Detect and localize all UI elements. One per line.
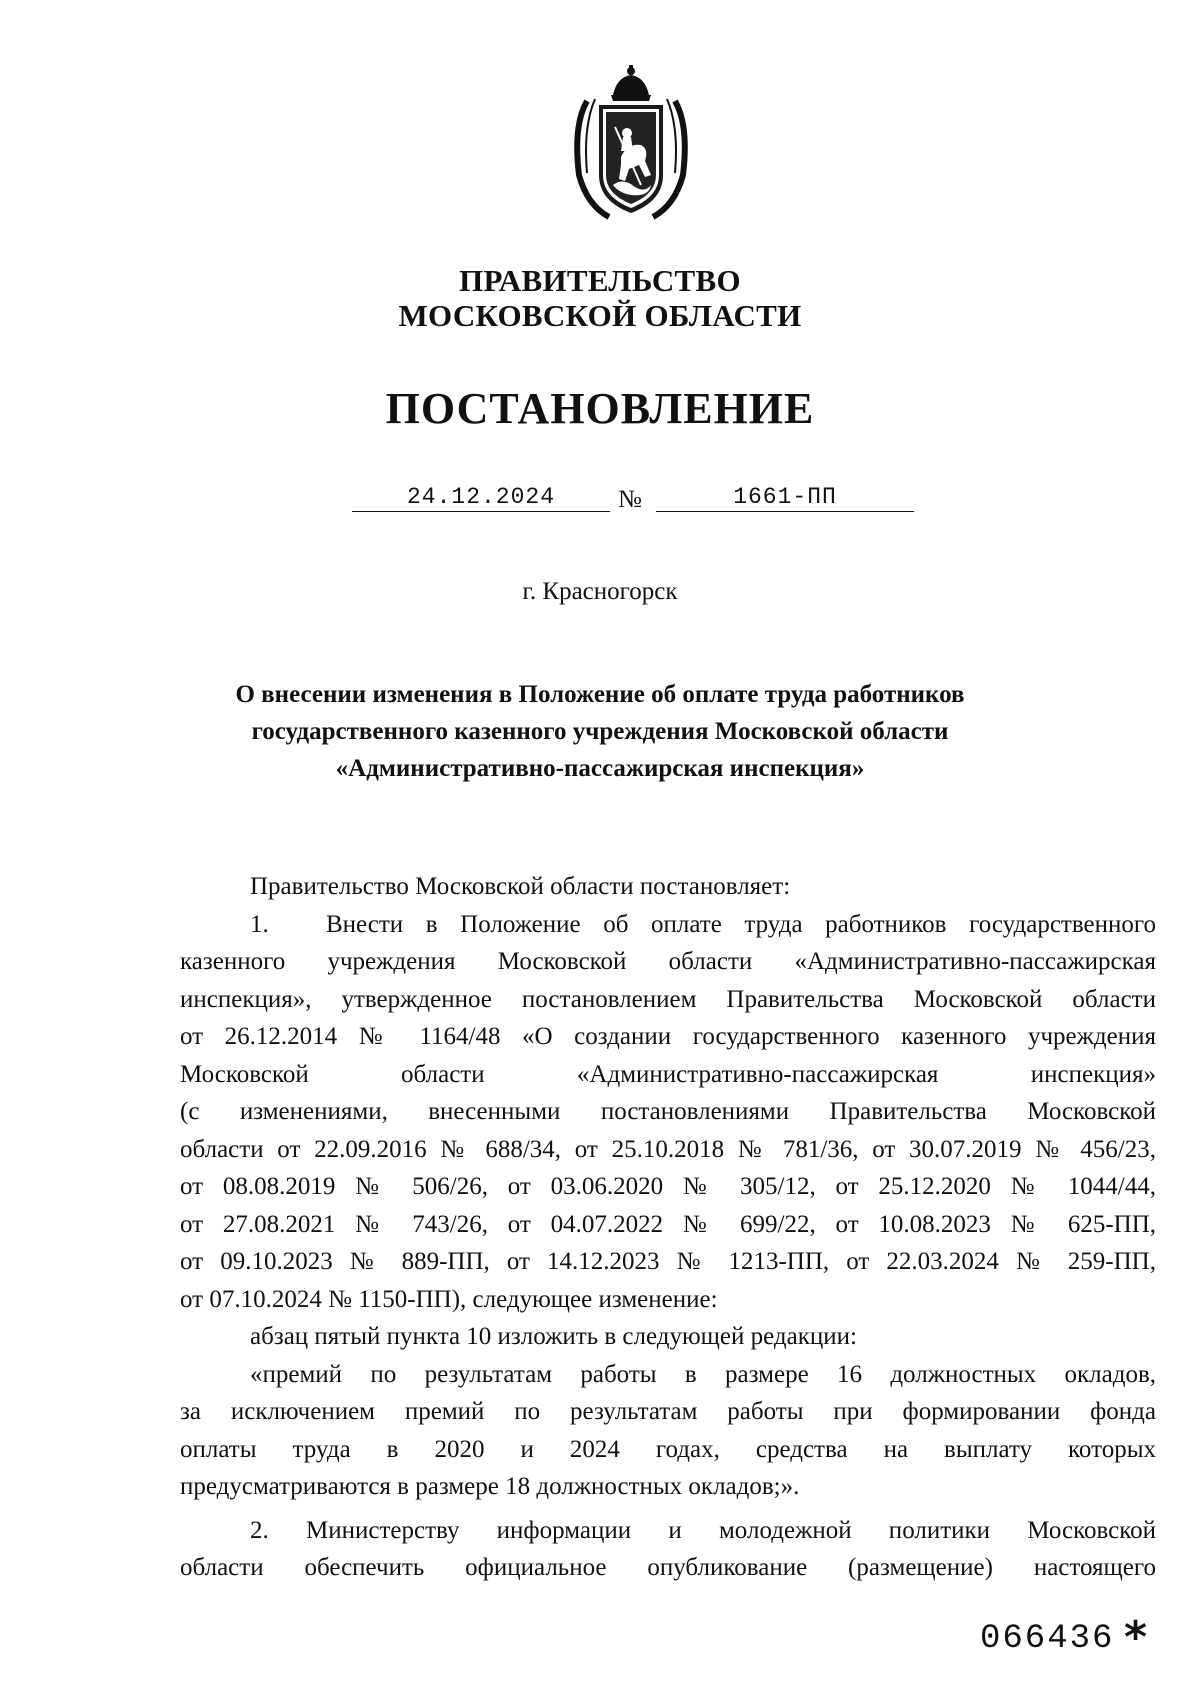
registration-line bbox=[0, 484, 1200, 512]
amendment-intro: абзац пятый пункта 10 изложить в следующей редакции: bbox=[250, 1323, 857, 1350]
title-line: «Административно-пассажирская инспекция» bbox=[335, 755, 865, 782]
document-date: 24.12.2024 bbox=[352, 484, 610, 512]
text-line: от 08.08.2019 № 506/26, от 03.06.2020 № 305/12, от 25.12.2020 № 1044/44, bbox=[180, 1173, 1156, 1200]
text-line: области обеспечить официальное опубликование (размещение) настоящего bbox=[180, 1554, 1156, 1581]
text-line: от 09.10.2023 № 889-ПП, от 14.12.2023 № 1213-ПП, от 22.03.2024 № 259-ПП, bbox=[180, 1248, 1156, 1275]
item-1-first-line bbox=[180, 906, 1156, 944]
number-sign: № bbox=[618, 486, 642, 513]
serial-number: 066436 bbox=[980, 1620, 1115, 1658]
item-2 bbox=[180, 1512, 1156, 1587]
city-of-issue: г. Красногорск bbox=[522, 578, 678, 605]
text-line: 2. Министерству информации и молодежной политики Московской bbox=[250, 1516, 1156, 1544]
document-type: ПОСТАНОВЛЕНИЕ bbox=[385, 384, 815, 433]
amendment-text bbox=[180, 1356, 1156, 1506]
document-body bbox=[180, 868, 1156, 1587]
title-line: государственного казенного учреждения Московской области bbox=[251, 718, 949, 745]
asterisk-mark: * bbox=[1124, 1612, 1148, 1663]
title-line: О внесении изменения в Положение об оплате труда работников bbox=[235, 681, 965, 708]
authority-name-line-1: ПРАВИТЕЛЬСТВО bbox=[459, 263, 741, 298]
authority-name-line-2: МОСКОВСКОЙ ОБЛАСТИ bbox=[398, 298, 802, 333]
text-line: предусматриваются в размере 18 должностных окладов;». bbox=[180, 1473, 800, 1500]
text-line: (с изменениями, внесенными постановлениями Правительства Московской bbox=[180, 1098, 1156, 1125]
text-line: Московской области «Административно-пассажирская инспекция» bbox=[180, 1060, 1156, 1088]
text-line: Внести в Положение об оплате труда работников государственного bbox=[326, 910, 1156, 938]
text-line: от 26.12.2014 № 1164/48 «О создании государственного казенного учреждения bbox=[180, 1023, 1156, 1050]
text-line: от 27.08.2021 № 743/26, от 04.07.2022 № 699/22, от 10.08.2023 № 625-ПП, bbox=[180, 1210, 1156, 1238]
coat-of-arms-emblem bbox=[565, 65, 697, 223]
preamble: Правительство Московской области постановляет: bbox=[250, 873, 791, 900]
document-title bbox=[180, 676, 1020, 787]
text-line: от 07.10.2024 № 1150-ПП), следующее изменение: bbox=[180, 1285, 718, 1313]
text-line: оплаты труда в 2020 и 2024 годах, средства на выплату которых bbox=[180, 1435, 1156, 1463]
document-number: 1661-ПП bbox=[656, 484, 914, 512]
item-1 bbox=[180, 906, 1156, 1319]
text-line: «премий по результатам работы в размере 16 должностных окладов, bbox=[250, 1360, 1156, 1388]
text-line: инспекция», утвержденное постановлением Правительства Московской области bbox=[180, 985, 1156, 1013]
text-line: области от 22.09.2016 № 688/34, от 25.10.2018 № 781/36, от 30.07.2019 № 456/23, bbox=[180, 1135, 1156, 1163]
text-line: казенного учреждения Московской области «Административно-пассажирская bbox=[180, 948, 1156, 975]
text-line: за исключением премий по результатам работы при формировании фонда bbox=[180, 1398, 1156, 1425]
item-number: 1. bbox=[250, 910, 269, 938]
